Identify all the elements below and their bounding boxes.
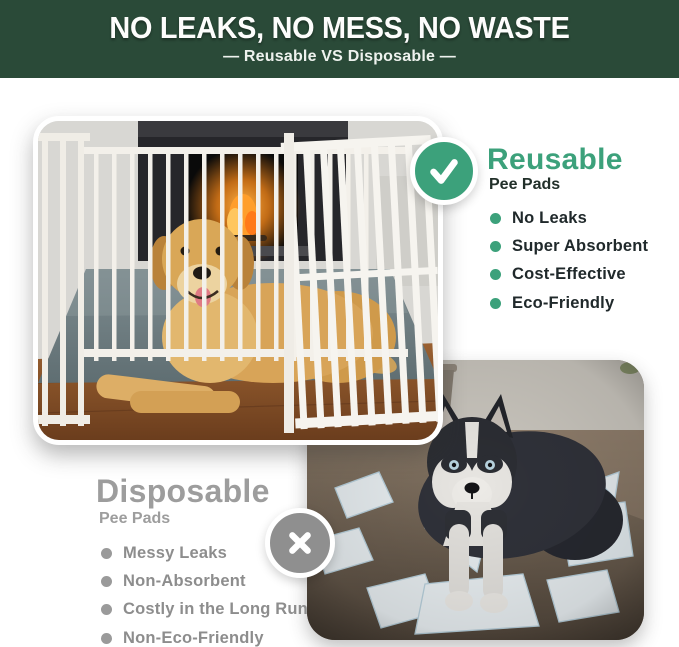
reusable-benefits-list xyxy=(490,204,648,317)
banner-title: NO LEAKS, NO MESS, NO WASTE xyxy=(109,10,570,45)
benefit-item xyxy=(490,261,648,289)
disposable-drawbacks-list xyxy=(101,539,308,647)
drawback-item xyxy=(101,567,308,595)
reusable-photo xyxy=(33,116,443,445)
bullet-dot-icon xyxy=(101,633,112,644)
bullet-dot-icon xyxy=(490,213,501,224)
drawback-label: Messy Leaks xyxy=(123,543,228,562)
bullet-dot-icon xyxy=(101,576,112,587)
reusable-heading: Reusable xyxy=(487,143,623,176)
benefit-label: No Leaks xyxy=(512,208,587,227)
benefit-item xyxy=(490,232,648,260)
reusable-subheading: Pee Pads xyxy=(489,176,561,193)
drawback-item xyxy=(101,539,308,567)
benefit-item xyxy=(490,204,648,232)
benefit-label: Eco-Friendly xyxy=(512,293,615,312)
drawback-item xyxy=(101,624,308,647)
check-icon xyxy=(410,137,478,205)
benefit-label: Super Absorbent xyxy=(512,236,649,255)
disposable-subheading: Pee Pads xyxy=(99,510,171,527)
header-banner xyxy=(0,0,679,78)
drawback-label: Costly in the Long Run xyxy=(123,600,308,619)
bullet-dot-icon xyxy=(101,604,112,615)
benefit-item xyxy=(490,289,648,317)
bullet-dot-icon xyxy=(101,548,112,559)
drawback-label: Non-Absorbent xyxy=(123,571,246,590)
bullet-dot-icon xyxy=(490,241,501,252)
drawback-item xyxy=(101,596,308,624)
banner-subtitle: — Reusable VS Disposable — xyxy=(223,48,456,65)
drawback-label: Non-Eco-Friendly xyxy=(123,628,264,647)
bullet-dot-icon xyxy=(490,269,501,280)
disposable-heading: Disposable xyxy=(96,473,270,509)
retriever-playpen-scene xyxy=(38,121,438,440)
benefit-label: Cost-Effective xyxy=(512,265,626,284)
bullet-dot-icon xyxy=(490,298,501,309)
